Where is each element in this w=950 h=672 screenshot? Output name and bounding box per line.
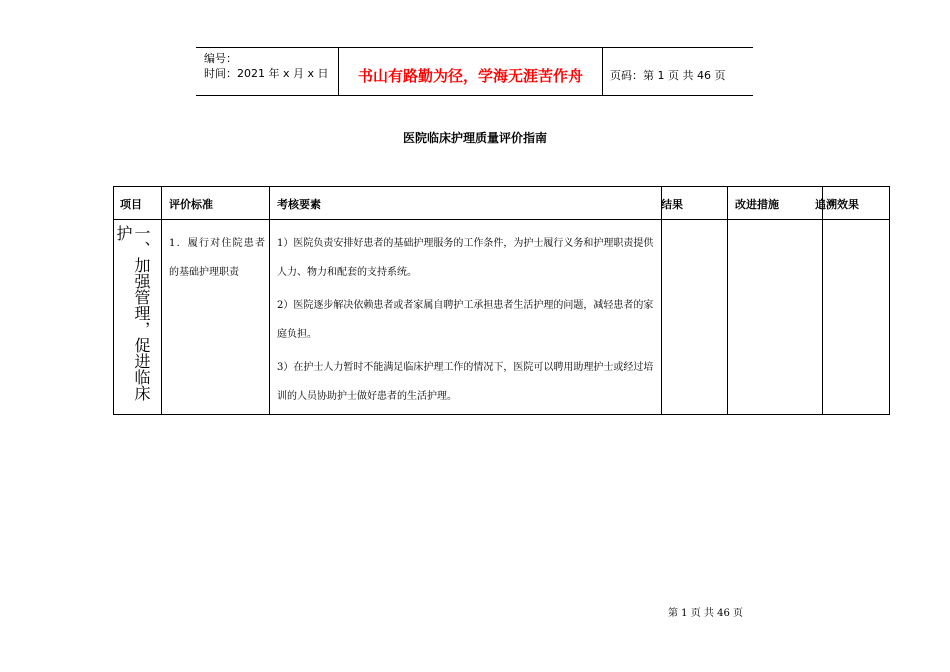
- page-footer: 第 1 页 共 46 页: [668, 608, 743, 619]
- column-header-improvement: 改进措施: [735, 198, 779, 211]
- document-number-label: 编号：: [204, 52, 237, 65]
- table-column-divider: [661, 187, 662, 414]
- header-page-code: 页码：第 1 页 共 46 页: [610, 69, 726, 82]
- table-column-divider: [822, 187, 823, 414]
- document-title: 医院临床护理质量评价指南: [402, 131, 547, 145]
- header-divider: [602, 48, 603, 95]
- element-item: 1）医院负责安排好患者的基础护理服务的工作条件，为护士履行义务和护理职责提供人力、物力和配套的支持系统。: [277, 238, 654, 278]
- table-column-divider: [727, 187, 728, 414]
- row-category: 一、加强管理，促进临床护: [114, 225, 151, 401]
- element-item: 2）医院逐步解决依赖患者或者家属自聘护工承担患者生活护理的问题，减轻患者的家庭负担。: [277, 300, 654, 340]
- document-time: 时间：2021 年 x 月 x 日: [204, 67, 329, 80]
- table-column-divider: [269, 187, 270, 414]
- column-header-elements: 考核要素: [277, 198, 321, 211]
- element-item: 3）在护士人力暂时不能满足临床护理工作的情况下，医院可以聘用助理护士或经过培训的人员协助护士做好患者的生活护理。: [277, 362, 654, 402]
- table-column-divider: [161, 187, 162, 414]
- column-header-standard: 评价标准: [169, 198, 213, 211]
- row-elements: [277, 229, 657, 415]
- header-motto: 书山有路勤为径，学海无涯苦作舟: [357, 67, 583, 85]
- document-header: [196, 47, 753, 96]
- evaluation-table: [113, 186, 890, 415]
- column-header-item: 项目: [120, 198, 142, 211]
- row-standard: 1．履行对住院患者的基础护理职责: [169, 238, 265, 278]
- column-header-result: 结果: [661, 198, 683, 211]
- column-header-tracking: 追溯效果: [815, 198, 859, 211]
- header-meta: [204, 51, 329, 81]
- table-header-divider: [114, 219, 889, 220]
